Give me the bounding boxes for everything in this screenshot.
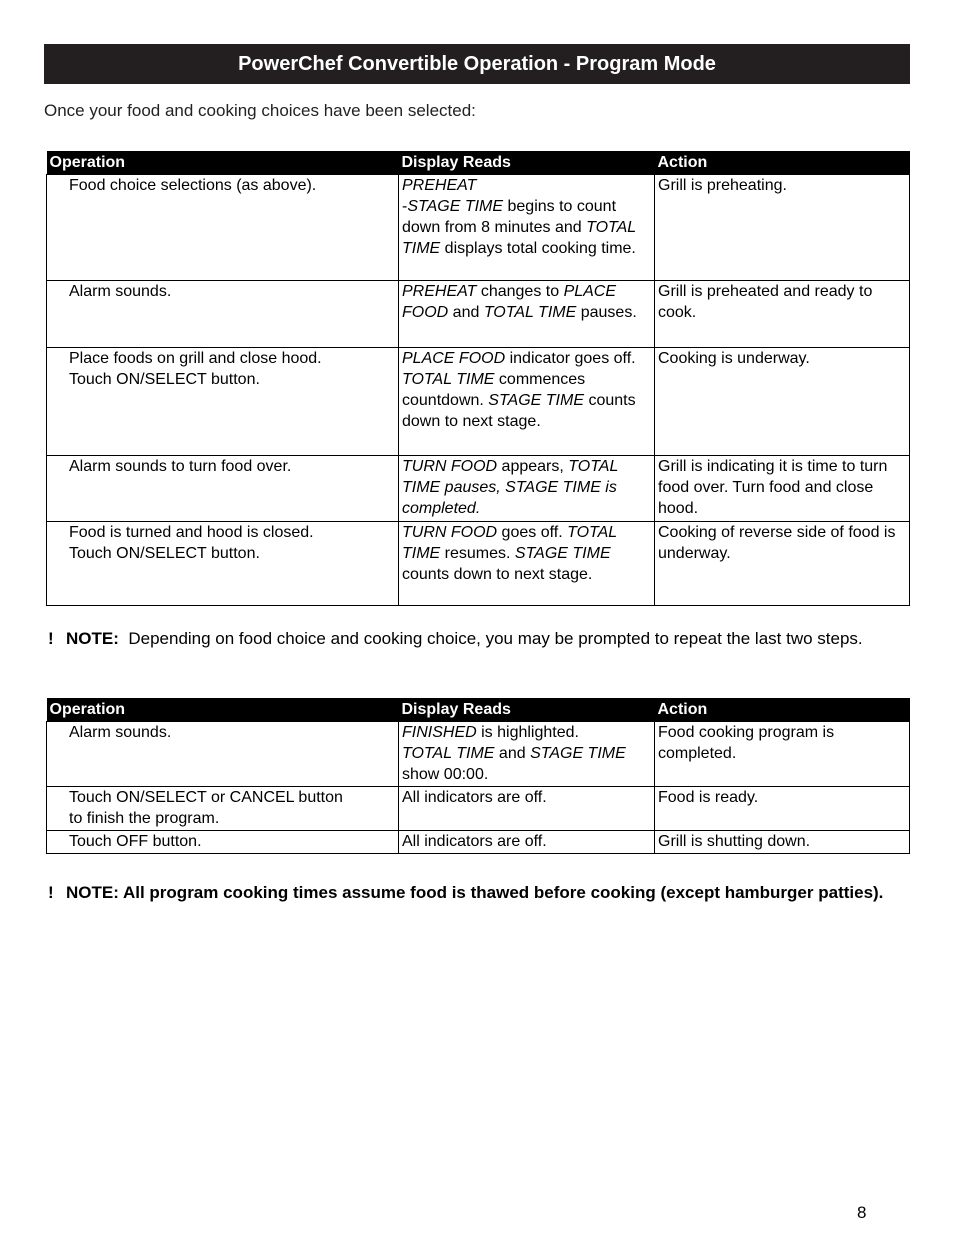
header-operation: Operation <box>47 151 399 175</box>
display-indicator-text: PREHEAT <box>402 177 477 194</box>
display-indicator-text: TURN FOOD <box>402 458 498 475</box>
display-reads-cell <box>399 787 655 831</box>
action-cell: Food is ready. <box>655 787 910 831</box>
display-text: goes off. <box>497 524 568 541</box>
display-indicator-text: TURN FOOD <box>402 524 498 541</box>
table-row <box>47 456 910 522</box>
operation-text: Alarm sounds to turn food over. <box>69 458 292 475</box>
display-indicator-text: TOTAL TIME <box>402 524 617 562</box>
display-indicator-text: TOTAL TIME pauses, STAGE TIME is completed. <box>402 458 619 517</box>
table-row <box>47 787 910 831</box>
table-header-row <box>47 698 910 722</box>
page-title: PowerChef Convertible Operation - Program Mode <box>44 44 910 84</box>
action-cell: Food cooking program is completed. <box>655 722 910 787</box>
operation-text: Food choice selections (as above). <box>69 177 317 194</box>
note-text: Depending on food choice and cooking choice, you may be prompted to repeat the last two steps. <box>128 629 863 648</box>
operation-cell <box>47 831 399 854</box>
display-indicator-text: STAGE TIME <box>530 745 626 762</box>
display-text: indicator goes off. <box>505 350 636 367</box>
display-indicator-text: TOTAL TIME <box>402 371 495 388</box>
exclamation-icon: ! <box>48 629 54 648</box>
operation-text: Touch ON/SELECT button. <box>69 545 260 562</box>
operation-table-2 <box>46 698 910 854</box>
display-indicator-text: TOTAL TIME <box>483 304 577 321</box>
display-indicator-text: TOTAL TIME <box>402 745 495 762</box>
action-cell: Grill is indicating it is time to turn food over. Turn food and close hood. <box>655 456 910 522</box>
table-row <box>47 348 910 456</box>
display-text: counts down to next stage. <box>402 566 593 583</box>
display-text: commences countdown. <box>402 371 586 409</box>
exclamation-icon: ! <box>48 883 54 902</box>
action-cell: Grill is preheated and ready to cook. <box>655 281 910 348</box>
operation-table-1 <box>46 151 910 606</box>
display-indicator-text: PLACE FOOD <box>402 283 617 321</box>
note-text: NOTE: All program cooking times assume food is thawed before cooking (except hamburger patties). <box>66 883 884 902</box>
operation-text: Alarm sounds. <box>69 724 172 741</box>
display-reads-cell <box>399 522 655 606</box>
display-text: pauses. <box>576 304 637 321</box>
display-text: resumes. <box>440 545 515 562</box>
operation-text: Touch OFF button. <box>69 833 202 850</box>
table-row <box>47 722 910 787</box>
display-text: displays total cooking time. <box>440 240 636 257</box>
operation-cell <box>47 522 399 606</box>
header-operation: Operation <box>47 698 399 722</box>
operation-cell <box>47 456 399 522</box>
operation-cell <box>47 722 399 787</box>
operation-text: Touch ON/SELECT button. <box>69 371 260 388</box>
display-text: and <box>494 745 531 762</box>
table-row <box>47 175 910 281</box>
note-label: NOTE: <box>66 629 119 648</box>
display-reads-cell <box>399 831 655 854</box>
header-display-reads: Display Reads <box>399 698 655 722</box>
note-thawed-food <box>48 881 908 904</box>
operation-text: Food is turned and hood is closed. <box>69 524 314 541</box>
display-reads-cell <box>399 456 655 522</box>
display-text: All indicators are off. <box>402 789 547 806</box>
table-header-row <box>47 151 910 175</box>
page-number: 8 <box>857 1203 867 1222</box>
display-indicator-text: FINISHED <box>402 724 477 741</box>
intro-text: Once your food and cooking choices have been selected: <box>44 101 476 120</box>
table-row <box>47 522 910 606</box>
display-text: All indicators are off. <box>402 833 547 850</box>
header-action: Action <box>655 151 910 175</box>
display-reads-cell <box>399 722 655 787</box>
display-text: - <box>402 198 408 215</box>
display-reads-cell <box>399 348 655 456</box>
display-text: is highlighted. <box>476 724 579 741</box>
table-row <box>47 831 910 854</box>
display-indicator-text: PREHEAT <box>402 283 477 300</box>
display-reads-cell <box>399 175 655 281</box>
action-cell: Cooking of reverse side of food is underway. <box>655 522 910 606</box>
operation-text: Touch ON/SELECT or CANCEL button <box>69 789 343 806</box>
display-text: counts down to next stage. <box>402 392 636 430</box>
action-cell: Cooking is underway. <box>655 348 910 456</box>
header-display-reads: Display Reads <box>399 151 655 175</box>
display-text: begins to count down from 8 minutes and <box>402 198 617 236</box>
operation-text: to finish the program. <box>69 810 220 827</box>
display-reads-cell <box>399 281 655 348</box>
display-text: show 00:00. <box>402 766 489 783</box>
header-action: Action <box>655 698 910 722</box>
display-indicator-text: STAGE TIME <box>488 392 584 409</box>
operation-cell <box>47 281 399 348</box>
display-text: changes to <box>476 283 564 300</box>
table-row <box>47 281 910 348</box>
note-repeat-steps <box>48 628 898 650</box>
operation-text: Alarm sounds. <box>69 283 172 300</box>
operation-cell <box>47 175 399 281</box>
operation-cell <box>47 348 399 456</box>
display-text: appears, <box>497 458 569 475</box>
operation-cell <box>47 787 399 831</box>
action-cell: Grill is preheating. <box>655 175 910 281</box>
display-text: and <box>448 304 484 321</box>
display-indicator-text: STAGE TIME <box>407 198 504 215</box>
action-cell: Grill is shutting down. <box>655 831 910 854</box>
display-indicator-text: TOTAL TIME <box>402 219 636 257</box>
operation-text: Place foods on grill and close hood. <box>69 350 322 367</box>
display-indicator-text: STAGE TIME <box>514 545 611 562</box>
display-indicator-text: PLACE FOOD <box>402 350 506 367</box>
